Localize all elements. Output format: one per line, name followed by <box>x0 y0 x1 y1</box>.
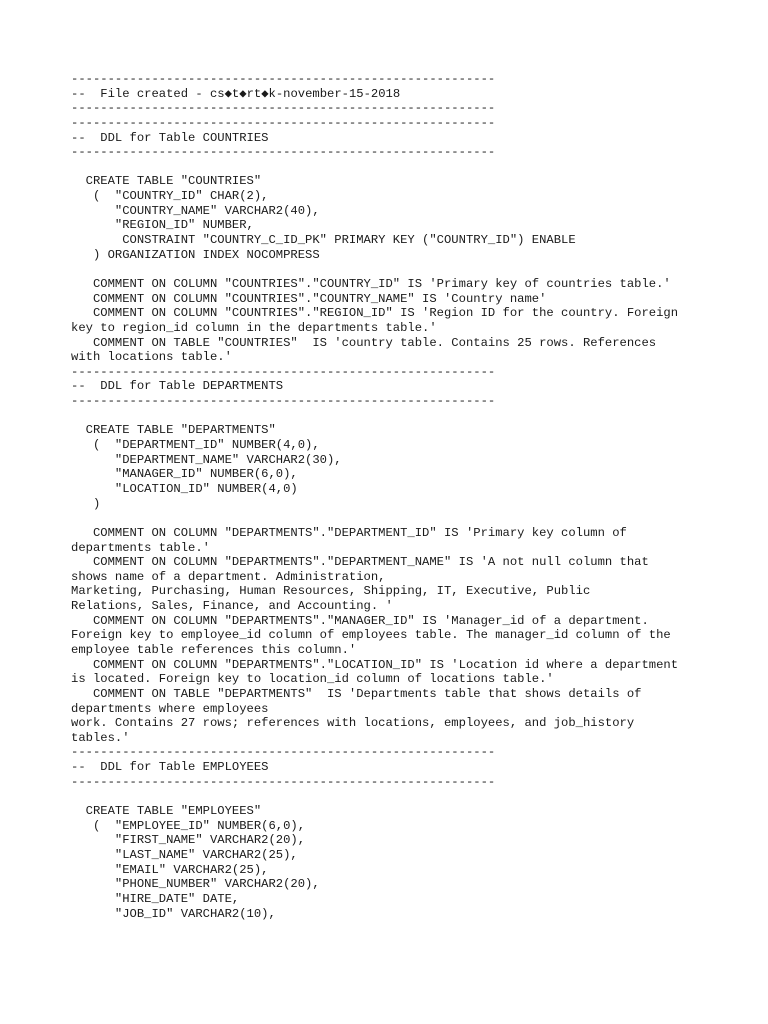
text-line: "HIRE_DATE" DATE, <box>71 891 240 906</box>
text-line: Marketing, Purchasing, Human Resources, Shipping, IT, Executive, Public <box>71 584 591 599</box>
text-line <box>71 262 711 277</box>
text-line: ) ORGANIZATION INDEX NOCOMPRESS <box>71 247 320 262</box>
text-line: "JOB_ID" VARCHAR2(10), <box>71 906 276 921</box>
text-line: CREATE TABLE "COUNTRIES" <box>71 174 262 189</box>
text-line: "MANAGER_ID" NUMBER(6,0), <box>71 467 298 482</box>
text-line: work. Contains 27 rows; references with locations, employees, and job_history <box>71 716 635 731</box>
text-line: COMMENT ON COLUMN "DEPARTMENTS"."DEPARTMENT_ID" IS 'Primary key column of <box>71 525 627 540</box>
text-line: COMMENT ON TABLE "DEPARTMENTS" IS 'Departments table that shows details of <box>71 686 642 701</box>
text-line: CONSTRAINT "COUNTRY_C_ID_PK" PRIMARY KEY ("COUNTRY_ID") ENABLE <box>71 233 576 248</box>
text-line: ---------------------------------------------------------- <box>71 101 496 116</box>
text-line: -- DDL for Table COUNTRIES <box>71 130 269 145</box>
text-line: key to region_id column in the departments table.' <box>71 320 437 335</box>
text-line: tables.' <box>71 730 130 745</box>
text-line: COMMENT ON COLUMN "COUNTRIES"."COUNTRY_NAME" IS 'Country name' <box>71 291 547 306</box>
text-line: COMMENT ON COLUMN "COUNTRIES"."REGION_ID" IS 'Region ID for the country. Foreign <box>71 306 679 321</box>
text-line: -- DDL for Table EMPLOYEES <box>71 760 269 775</box>
text-line: ( "COUNTRY_ID" CHAR(2), <box>71 189 269 204</box>
text-line: ( "EMPLOYEE_ID" NUMBER(6,0), <box>71 818 306 833</box>
text-line: "REGION_ID" NUMBER, <box>71 218 254 233</box>
text-line: "FIRST_NAME" VARCHAR2(20), <box>71 833 306 848</box>
document-page <box>71 72 711 921</box>
text-line: shows name of a department. Administration, <box>71 569 386 584</box>
text-line: departments table.' <box>71 540 210 555</box>
text-line: ---------------------------------------------------------- <box>71 745 496 760</box>
text-line: -- DDL for Table DEPARTMENTS <box>71 379 284 394</box>
text-line <box>71 160 711 175</box>
text-line <box>71 409 711 424</box>
text-line: CREATE TABLE "DEPARTMENTS" <box>71 423 276 438</box>
text-line <box>71 789 711 804</box>
text-line: ( "DEPARTMENT_ID" NUMBER(4,0), <box>71 438 320 453</box>
text-line: ---------------------------------------------------------- <box>71 145 496 160</box>
text-line: Foreign key to employee_id column of employees table. The manager_id column of the <box>71 628 671 643</box>
text-line: "LAST_NAME" VARCHAR2(25), <box>71 847 298 862</box>
text-line: "EMAIL" VARCHAR2(25), <box>71 862 269 877</box>
text-line: COMMENT ON COLUMN "DEPARTMENTS"."LOCATION_ID" IS 'Location id where a department <box>71 657 679 672</box>
text-line: departments where employees <box>71 701 269 716</box>
text-line: ) <box>71 496 101 511</box>
text-line: with locations table.' <box>71 350 232 365</box>
text-line: COMMENT ON COLUMN "COUNTRIES"."COUNTRY_ID" IS 'Primary key of countries table.' <box>71 276 671 291</box>
text-line <box>71 511 711 526</box>
text-line: "DEPARTMENT_NAME" VARCHAR2(30), <box>71 452 342 467</box>
text-line: -- File created - cs◆t◆rt◆k-november-15-2018 <box>71 86 401 101</box>
text-line: ---------------------------------------------------------- <box>71 394 496 409</box>
text-line: CREATE TABLE "EMPLOYEES" <box>71 804 262 819</box>
text-line: COMMENT ON COLUMN "DEPARTMENTS"."DEPARTMENT_NAME" IS 'A not null column that <box>71 555 649 570</box>
text-line: ---------------------------------------------------------- <box>71 115 496 130</box>
text-line: is located. Foreign key to location_id column of locations table.' <box>71 672 554 687</box>
text-line: "LOCATION_ID" NUMBER(4,0) <box>71 481 298 496</box>
text-line: "COUNTRY_NAME" VARCHAR2(40), <box>71 203 320 218</box>
text-line: ---------------------------------------------------------- <box>71 364 496 379</box>
text-line: ---------------------------------------------------------- <box>71 774 496 789</box>
text-line: Relations, Sales, Finance, and Accounting. ' <box>71 599 393 614</box>
text-line: "PHONE_NUMBER" VARCHAR2(20), <box>71 877 320 892</box>
text-line: ---------------------------------------------------------- <box>71 72 496 86</box>
text-line: employee table references this column.' <box>71 642 357 657</box>
text-line: COMMENT ON COLUMN "DEPARTMENTS"."MANAGER_ID" IS 'Manager_id of a department. <box>71 613 649 628</box>
text-line: COMMENT ON TABLE "COUNTRIES" IS 'country table. Contains 25 rows. References <box>71 335 657 350</box>
